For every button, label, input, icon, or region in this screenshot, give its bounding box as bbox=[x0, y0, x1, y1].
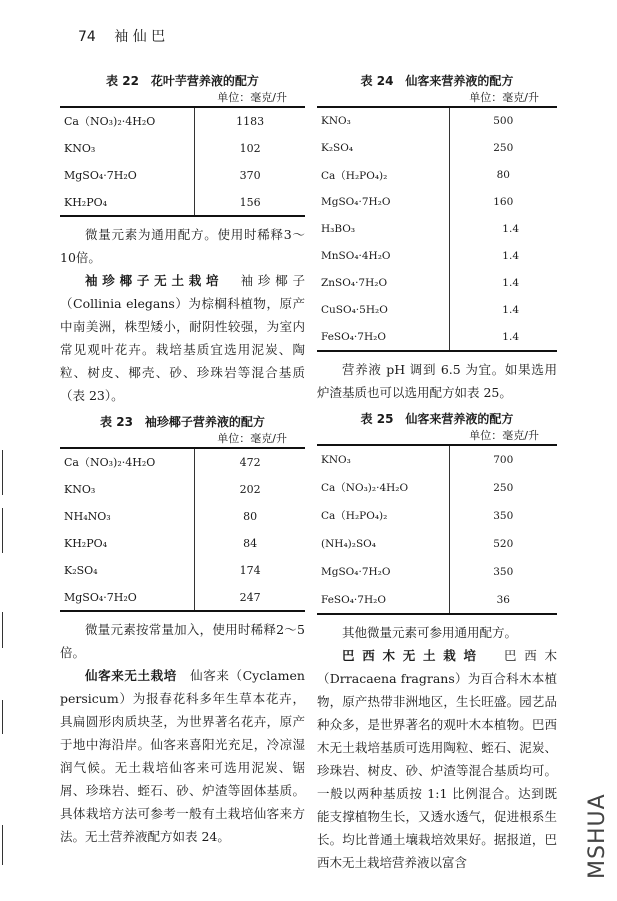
formula-cell: MgSO₄·7H₂O bbox=[60, 162, 195, 189]
table-row bbox=[317, 189, 557, 216]
formula-cell: H₃BO₃ bbox=[317, 216, 449, 243]
table-row bbox=[60, 107, 305, 135]
value-cell: 1183 bbox=[195, 107, 305, 135]
table-row bbox=[317, 474, 557, 502]
formula-cell: KH₂PO₄ bbox=[60, 530, 195, 557]
scan-edge-marks bbox=[2, 0, 8, 901]
table-25 bbox=[317, 444, 557, 615]
section-heading-dracaena: 巴西木无土栽培 bbox=[342, 648, 484, 663]
table-25-unit: 单位：毫克/升 bbox=[469, 429, 539, 442]
page-header bbox=[78, 26, 165, 46]
value-cell: 1.4 bbox=[449, 270, 557, 297]
formula-cell: Ca（NO₃)₂·4H₂O bbox=[317, 474, 449, 502]
paragraph-micro-elements: 微量元素为通用配方。使用时稀释3～10倍。 bbox=[60, 227, 305, 265]
formula-cell: MgSO₄·7H₂O bbox=[60, 584, 195, 612]
formula-cell: K₂SO₄ bbox=[60, 557, 195, 584]
table-row bbox=[317, 216, 557, 243]
formula-cell: Ca（NO₃)₂·4H₂O bbox=[60, 107, 195, 135]
table-row bbox=[317, 135, 557, 162]
paragraph-dracaena bbox=[317, 644, 557, 874]
table-22-title: 表 22 花叶芋营养液的配方 bbox=[106, 74, 259, 88]
value-cell: 520 bbox=[449, 530, 557, 558]
value-cell: 1.4 bbox=[449, 243, 557, 270]
formula-cell: KH₂PO₄ bbox=[60, 189, 195, 217]
table-23 bbox=[60, 447, 305, 612]
formula-cell: MnSO₄·4H₂O bbox=[317, 243, 449, 270]
table-row bbox=[60, 135, 305, 162]
formula-cell: (NH₄)₂SO₄ bbox=[317, 530, 449, 558]
table-23-unit: 单位：毫克/升 bbox=[217, 432, 287, 445]
running-title: 袖 仙 巴 bbox=[114, 29, 166, 45]
table-24-title: 表 24 仙客来营养液的配方 bbox=[360, 74, 514, 88]
table-row bbox=[60, 162, 305, 189]
table-row bbox=[60, 557, 305, 584]
paragraph-collinia bbox=[60, 269, 305, 407]
paragraph-cyclamen bbox=[60, 664, 305, 848]
table-row bbox=[317, 270, 557, 297]
table-row bbox=[317, 162, 557, 189]
value-cell: 202 bbox=[195, 476, 305, 503]
table-24-unit: 单位：毫克/升 bbox=[469, 91, 539, 104]
formula-cell: Ca（H₂PO₄)₂ bbox=[317, 502, 449, 530]
section-heading-cyclamen: 仙客来无土栽培 bbox=[85, 668, 177, 683]
value-cell: 80 bbox=[195, 503, 305, 530]
value-cell: 350 bbox=[449, 502, 557, 530]
table-row bbox=[60, 584, 305, 612]
paragraph-collinia-body: 袖珍椰子（Collinia elegans）为棕榈科植物，原产中南美洲，株型矮小，耐阴性较强，为室内常见观叶花卉。栽培基质宜选用泥炭、陶粒、树皮、椰壳、砂、珍珠岩等混合基质（表 23）。 bbox=[60, 273, 305, 403]
formula-cell: MgSO₄·7H₂O bbox=[317, 558, 449, 586]
value-cell: 250 bbox=[449, 474, 557, 502]
value-cell: 500 bbox=[449, 107, 557, 135]
table-25-title: 表 25 仙客来营养液的配方 bbox=[360, 412, 514, 426]
table-row bbox=[317, 502, 557, 530]
formula-cell: FeSO₄·7H₂O bbox=[317, 586, 449, 615]
formula-cell: Ca（NO₃)₂·4H₂O bbox=[60, 448, 195, 476]
table-22 bbox=[60, 106, 305, 217]
left-column bbox=[60, 72, 305, 848]
table-row bbox=[60, 448, 305, 476]
paragraph-other-micro: 其他微量元素可参用通用配方。 bbox=[342, 625, 518, 640]
value-cell: 1.4 bbox=[449, 324, 557, 352]
value-cell: 160 bbox=[449, 189, 557, 216]
table-24 bbox=[317, 106, 557, 352]
table-row bbox=[317, 586, 557, 615]
value-cell: 350 bbox=[449, 558, 557, 586]
table-row bbox=[317, 243, 557, 270]
right-column bbox=[317, 72, 557, 874]
table-row bbox=[317, 324, 557, 352]
section-heading-collinia: 袖珍椰子无土栽培 bbox=[85, 273, 224, 288]
value-cell: 472 bbox=[195, 448, 305, 476]
paragraph-dracaena-body: 巴西木（Drracaena fragrans）为百合科木本植物，原产热带非洲地区，生长旺盛。园艺品种众多，是世界著名的观叶木本植物。巴西木无土栽培基质可选用陶粒、蛭石、泥炭、珍珠岩、树皮、砂、炉渣等混合基质均可。一般以两种基质按 1:1 比例混合。达到既能支撑植物生长，又透水透气，促进根系生长。均比普通土壤栽培效果好。据报道，巴西木无土栽培营养液以富含 bbox=[317, 648, 557, 870]
value-cell: 1.4 bbox=[449, 297, 557, 324]
table-row bbox=[60, 503, 305, 530]
table-row bbox=[317, 558, 557, 586]
paragraph-dilution: 微量元素按常量加入，使用时稀释2～5倍。 bbox=[60, 622, 305, 660]
value-cell: 84 bbox=[195, 530, 305, 557]
value-cell: 156 bbox=[195, 189, 305, 217]
table-row bbox=[60, 530, 305, 557]
table-row bbox=[317, 530, 557, 558]
value-cell: 250 bbox=[449, 135, 557, 162]
table-row bbox=[317, 445, 557, 474]
value-cell: 1.4 bbox=[449, 216, 557, 243]
paragraph-cyclamen-body: 仙客来（Cyclamen persicum）为报春花科多年生草本花卉，具扁圆形肉质块茎，为世界著名花卉，原产于地中海沿岸。仙客来喜阳光充足，冷凉湿润气候。无土栽培仙客来可选用泥炭、锯屑、珍珠岩、蛭石、砂、炉渣等固体基质。具体栽培方法可参考一般有土栽培仙客来方法。无土营养液配方如表 24。 bbox=[60, 668, 305, 844]
paragraph-ph: 营养液 pH 调到 6.5 为宜。如果选用炉渣基质也可以选用配方如表 25。 bbox=[317, 362, 557, 400]
formula-cell: MgSO₄·7H₂O bbox=[317, 189, 449, 216]
value-cell: 36 bbox=[449, 586, 557, 615]
formula-cell: CuSO₄·5H₂O bbox=[317, 297, 449, 324]
page-number: 74 bbox=[78, 29, 96, 45]
formula-cell: KNO₃ bbox=[317, 445, 449, 474]
formula-cell: KNO₃ bbox=[60, 135, 195, 162]
formula-cell: K₂SO₄ bbox=[317, 135, 449, 162]
value-cell: 247 bbox=[195, 584, 305, 612]
value-cell: 102 bbox=[195, 135, 305, 162]
formula-cell: FeSO₄·7H₂O bbox=[317, 324, 449, 352]
table-row bbox=[60, 189, 305, 217]
watermark-text: MSHUA bbox=[585, 793, 610, 879]
table-23-title: 表 23 袖珍椰子营养液的配方 bbox=[100, 415, 265, 429]
value-cell: 174 bbox=[195, 557, 305, 584]
formula-cell: KNO₃ bbox=[317, 107, 449, 135]
table-row bbox=[317, 297, 557, 324]
value-cell: 80 bbox=[449, 162, 557, 189]
formula-cell: ZnSO₄·7H₂O bbox=[317, 270, 449, 297]
table-row bbox=[60, 476, 305, 503]
formula-cell: NH₄NO₃ bbox=[60, 503, 195, 530]
value-cell: 370 bbox=[195, 162, 305, 189]
table-row bbox=[317, 107, 557, 135]
value-cell: 700 bbox=[449, 445, 557, 474]
formula-cell: KNO₃ bbox=[60, 476, 195, 503]
table-22-unit: 单位：毫克/升 bbox=[217, 91, 287, 104]
formula-cell: Ca（H₂PO₄)₂ bbox=[317, 162, 449, 189]
